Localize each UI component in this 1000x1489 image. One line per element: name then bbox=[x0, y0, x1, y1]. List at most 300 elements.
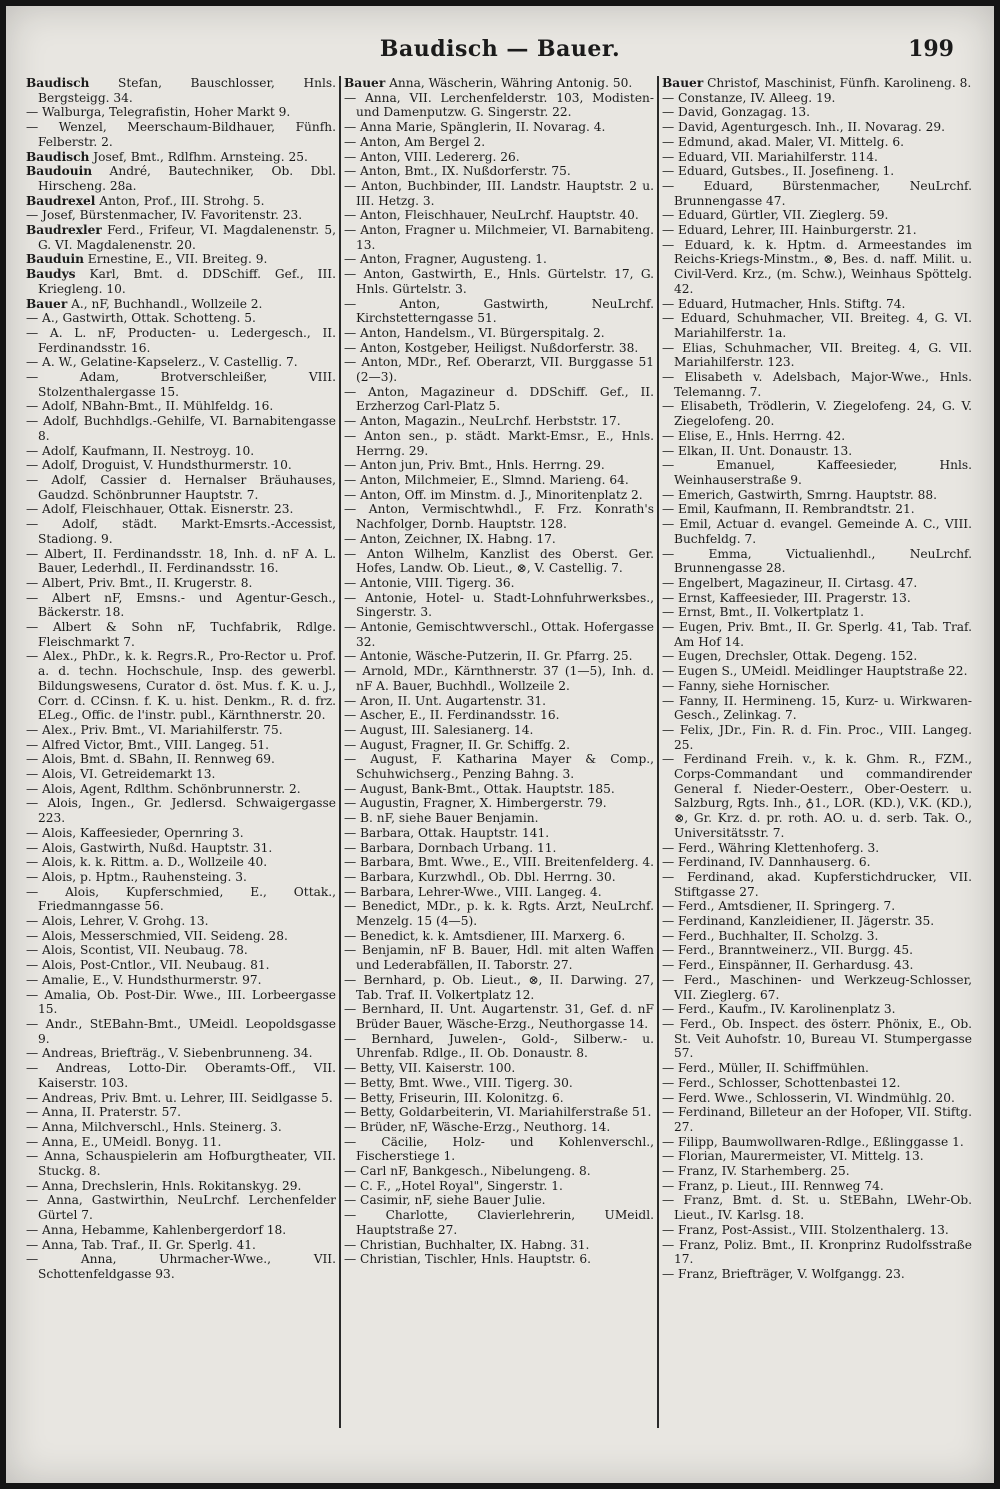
directory-entry bbox=[662, 164, 972, 179]
directory-entry bbox=[662, 605, 972, 620]
directory-entry bbox=[26, 1135, 336, 1150]
entry-text: — Ernst, Bmt., II. Volkertplatz 1. bbox=[662, 605, 864, 620]
entry-text: — Elisabeth, Trödlerin, V. Ziegelofeng. 24, G. V. Ziegelofeng. 20. bbox=[662, 399, 972, 429]
directory-entry bbox=[662, 517, 972, 546]
directory-entry bbox=[26, 547, 336, 576]
entry-text: — Anton, Milchmeier, E., Slmnd. Marieng. 64. bbox=[344, 472, 629, 487]
directory-entry bbox=[26, 929, 336, 944]
entry-text: — Ferdinand, akad. Kupferstichdrucker, VII. Stiftgasse 27. bbox=[662, 869, 972, 899]
directory-entry bbox=[344, 1179, 654, 1194]
surname-heading: Baudisch bbox=[26, 76, 90, 90]
entry-text: — Ascher, E., II. Ferdinandsstr. 16. bbox=[344, 708, 560, 723]
directory-entry bbox=[344, 870, 654, 885]
directory-entry bbox=[26, 1061, 336, 1090]
entry-text: — Charlotte, Clavierlehrerin, UMeidl. Hauptstraße 27. bbox=[344, 1208, 654, 1237]
entry-text: — Andreas, Priv. Bmt. u. Lehrer, III. Seidlgasse 5. bbox=[26, 1090, 333, 1105]
directory-entry bbox=[26, 1193, 336, 1222]
entry-text: — Antonie, VIII. Tigerg. 36. bbox=[344, 575, 515, 590]
directory-entry bbox=[26, 223, 336, 252]
surname-heading: Bauer bbox=[26, 296, 68, 311]
directory-entry bbox=[662, 1135, 972, 1150]
entry-text: — Eduard, Bürstenmacher, NeuLrchf. Brunnengasse 47. bbox=[662, 178, 972, 208]
entry-text: — Eduard, Gürtler, VII. Zieglerg. 59. bbox=[662, 208, 889, 223]
entry-text: — Anna, Uhrmacher-Wwe., VII. Schottenfeldgasse 93. bbox=[26, 1252, 336, 1281]
directory-entry bbox=[344, 135, 654, 150]
directory-entry bbox=[344, 576, 654, 591]
directory-entry bbox=[662, 1238, 972, 1267]
entry-text: — Constanze, IV. Alleeg. 19. bbox=[662, 90, 836, 105]
column-divider bbox=[657, 76, 659, 1428]
directory-entry bbox=[662, 1002, 972, 1017]
entry-text: — David, Gonzagag. 13. bbox=[662, 105, 811, 120]
entry-text: — Felix, JDr., Fin. R. d. Fin. Proc., VIII. Langeg. 25. bbox=[662, 722, 972, 752]
directory-entry bbox=[26, 76, 336, 105]
entry-text: — Benedict, MDr., p. k. k. Rgts. Arzt, NeuLrchf. Menzelg. 15 (4—5). bbox=[344, 899, 654, 929]
directory-entry bbox=[662, 91, 972, 106]
directory-entry bbox=[662, 120, 972, 135]
entry-text: — A., Gastwirth, Ottak. Schotteng. 5. bbox=[26, 311, 256, 326]
entry-text: — Eugen S., UMeidl. Meidlinger Hauptstraße 22. bbox=[662, 664, 968, 679]
directory-entry bbox=[662, 1149, 972, 1164]
directory-entry bbox=[344, 76, 654, 91]
entry-text: — Amalia, Ob. Post-Dir. Wwe., III. Lorbeergasse 15. bbox=[26, 987, 336, 1017]
entry-text: — Franz, p. Lieut., III. Rennweg 74. bbox=[662, 1178, 884, 1193]
entry-text: — Elkan, II. Unt. Donaustr. 13. bbox=[662, 443, 853, 458]
directory-entry bbox=[344, 1252, 654, 1267]
entry-text: — Andreas, Briefträg., V. Siebenbrunneng. 34. bbox=[26, 1046, 313, 1061]
entry-text: — Emma, Victualienhdl., NeuLrchf. Brunnengasse 28. bbox=[662, 546, 972, 576]
directory-entry bbox=[344, 752, 654, 781]
directory-entry bbox=[344, 1032, 654, 1061]
entry-text: — Benjamin, nF B. Bauer, Hdl. mit alten Waffen und Lederabfällen, II. Taborstr. 27. bbox=[344, 943, 654, 973]
entry-text: — Betty, VII. Kaiserstr. 100. bbox=[344, 1061, 516, 1076]
surname-heading: Baudisch bbox=[26, 149, 90, 164]
directory-entry bbox=[662, 1017, 972, 1061]
directory-entry bbox=[662, 679, 972, 694]
directory-entry bbox=[344, 1135, 654, 1164]
entry-text: — Eduard, Schuhmacher, VII. Breiteg. 4, G. VI. Mariahilferstr. 1a. bbox=[662, 311, 972, 340]
entry-text: — Ferd., Maschinen- und Werkzeug-Schlosser, VII. Zieglerg. 67. bbox=[662, 972, 972, 1002]
directory-entry bbox=[662, 311, 972, 340]
entry-text: — Alois, Post-Cntlor., VII. Neubaug. 81. bbox=[26, 958, 270, 973]
entry-text: — Franz, Poliz. Bmt., II. Kronprinz Rudolfsstraße 17. bbox=[662, 1237, 972, 1267]
directory-entry bbox=[344, 1193, 654, 1208]
surname-heading: Bauer bbox=[662, 76, 704, 90]
entry-text: — Anton, Magazineur d. DDSchiff. Gef., II. Erzherzog Carl-Platz 5. bbox=[344, 384, 654, 414]
directory-entry bbox=[344, 826, 654, 841]
directory-entry bbox=[662, 752, 972, 840]
directory-entry bbox=[26, 208, 336, 223]
entry-text: — Ferd., Währing Klettenhoferg. 3. bbox=[662, 840, 880, 855]
entry-columns bbox=[26, 76, 974, 1436]
directory-entry bbox=[344, 1164, 654, 1179]
entry-text: — Christian, Tischler, Hnls. Hauptstr. 6. bbox=[344, 1252, 592, 1267]
directory-entry bbox=[26, 105, 336, 120]
column-divider bbox=[339, 76, 341, 1428]
entry-text: — Ferdinand Freih. v., k. k. Ghm. R., FZM., Corps-Commandant und commandirender General f. Nieder-Oesterr., Ober-Oesterr. u. Salzburg, Rgts. Inh., ♁1., LOR. (KD.), V.K. (KD.), ⊗, Gr. Krz. d. pr. roth. AO. u. d. serb. Tak. O., Universitätsstr. 7. bbox=[662, 752, 972, 840]
directory-entry bbox=[26, 1223, 336, 1238]
entry-text: — Albert nF, Emsns.- und Agentur-Gesch., Bäckerstr. 18. bbox=[26, 590, 336, 620]
entry-text: — Adolf, städt. Markt-Emsrts.-Accessist, Stadiong. 9. bbox=[26, 517, 336, 546]
directory-entry bbox=[344, 164, 654, 179]
entry-text: — Alois, Bmt. d. SBahn, II. Rennweg 69. bbox=[26, 752, 275, 767]
directory-entry bbox=[26, 355, 336, 370]
directory-entry bbox=[662, 973, 972, 1002]
entry-text: — Antonie, Wäsche-Putzerin, II. Gr. Pfarrg. 25. bbox=[344, 649, 633, 664]
entry-text: — Anton, VIII. Ledererg. 26. bbox=[344, 149, 520, 164]
directory-entry bbox=[344, 723, 654, 738]
entry-text: — Christian, Buchhalter, IX. Habng. 31. bbox=[344, 1237, 590, 1252]
entry-text: — Josef, Bürstenmacher, IV. Favoritenstr. 23. bbox=[26, 208, 303, 223]
directory-entry bbox=[26, 870, 336, 885]
entry-text: — Anton, Vermischtwhdl., F. Frz. Konrath's Nachfolger, Dornb. Hauptstr. 128. bbox=[344, 502, 654, 532]
directory-entry bbox=[662, 943, 972, 958]
entry-text: — Augustin, Fragner, X. Himbergerstr. 79. bbox=[344, 796, 607, 811]
entry-text: — Andr., StEBahn-Bmt., UMeidl. Leopoldsgasse 9. bbox=[26, 1017, 336, 1046]
entry-text: — Albert, II. Ferdinandsstr. 18, Inh. d. nF A. L. Bauer, Lederhdl., II. Ferdinandsstr. 16. bbox=[26, 546, 336, 576]
entry-text: — Betty, Goldarbeiterin, VI. Mariahilferstraße 51. bbox=[344, 1105, 652, 1120]
entry-text: — Franz, Briefträger, V. Wolfgangg. 23. bbox=[662, 1266, 905, 1281]
directory-entry bbox=[662, 929, 972, 944]
directory-entry bbox=[344, 1208, 654, 1237]
directory-entry bbox=[26, 885, 336, 914]
entry-text: — August, Bank-Bmt., Ottak. Hauptstr. 185. bbox=[344, 781, 615, 796]
entry-text: — Ferd., Ob. Inspect. des österr. Phönix, E., Ob. St. Veit Auhofstr. 10, Bureau VI. Stumpergasse 57. bbox=[662, 1017, 972, 1061]
directory-entry bbox=[344, 267, 654, 296]
entry-text: — Anna, Drechslerin, Hnls. Rokitanskyg. 29. bbox=[26, 1178, 302, 1193]
entry-text: — Alex., Priv. Bmt., VI. Mariahilferstr. 75. bbox=[26, 722, 283, 737]
entry-text: — Adolf, Buchhdlgs.-Gehilfe, VI. Barnabitengasse 8. bbox=[26, 414, 336, 443]
page-number: 199 bbox=[908, 36, 954, 62]
entry-text: — Alois, Agent, Rdlthm. Schönbrunnerstr. 2. bbox=[26, 781, 301, 796]
directory-entry bbox=[344, 488, 654, 503]
directory-entry bbox=[26, 164, 336, 193]
directory-entry bbox=[26, 297, 336, 312]
entry-text: — Brüder, nF, Wäsche-Erzg., Neuthorg. 14. bbox=[344, 1119, 611, 1134]
directory-entry bbox=[662, 591, 972, 606]
entry-text: — Anton sen., p. städt. Markt-Emsr., E., Hnls. Herrng. 29. bbox=[344, 428, 654, 458]
directory-entry bbox=[344, 694, 654, 709]
directory-entry bbox=[26, 796, 336, 825]
directory-entry bbox=[662, 399, 972, 428]
directory-entry bbox=[344, 1120, 654, 1135]
directory-entry bbox=[344, 591, 654, 620]
directory-entry bbox=[26, 502, 336, 517]
directory-entry bbox=[26, 752, 336, 767]
entry-text: — Adolf, Fleischhauer, Ottak. Eisnerstr. 23. bbox=[26, 502, 294, 517]
entry-text: — Anton, MDr., Ref. Oberarzt, VII. Burggasse 51 (2—3). bbox=[344, 355, 654, 385]
entry-text: — Barbara, Ottak. Hauptstr. 141. bbox=[344, 825, 550, 840]
directory-entry bbox=[26, 1017, 336, 1046]
entry-text: — Amalie, E., V. Hundsthurmerstr. 97. bbox=[26, 972, 262, 987]
directory-entry bbox=[26, 414, 336, 443]
directory-entry bbox=[344, 708, 654, 723]
directory-entry bbox=[26, 782, 336, 797]
directory-entry bbox=[662, 208, 972, 223]
directory-entry bbox=[662, 958, 972, 973]
entry-text: — August, III. Salesianerg. 14. bbox=[344, 722, 534, 737]
directory-entry bbox=[662, 150, 972, 165]
directory-entry bbox=[662, 1091, 972, 1106]
entry-text: Karl, Bmt. d. DDSchiff. Gef., III. Kriegleng. 10. bbox=[38, 267, 336, 296]
entry-text: — Franz, Post-Assist., VIII. Stolzenthalerg. 13. bbox=[662, 1222, 949, 1237]
entry-text: — Elisabeth v. Adelsbach, Major-Wwe., Hnls. Telemanng. 7. bbox=[662, 370, 972, 399]
directory-entry bbox=[662, 502, 972, 517]
entry-text: — Alois, Kaffeesieder, Opernring 3. bbox=[26, 825, 244, 840]
entry-text: — Anton, Am Bergel 2. bbox=[344, 134, 486, 149]
directory-entry bbox=[26, 1091, 336, 1106]
entry-text: — Ferd., Müller, II. Schiffmühlen. bbox=[662, 1061, 869, 1076]
directory-entry bbox=[26, 767, 336, 782]
entry-text: — Bernhard, Juwelen-, Gold-, Silberw.- u. Uhrenfab. Rdlge., II. Ob. Donaustr. 8. bbox=[344, 1031, 654, 1061]
directory-entry bbox=[344, 458, 654, 473]
entry-text: — Adolf, Cassier d. Hernalser Bräuhauses, Gaudzd. Schönbrunner Hauptstr. 7. bbox=[26, 472, 336, 502]
entry-text: — Barbara, Kurzwhdl., Ob. Dbl. Herrng. 30. bbox=[344, 869, 616, 884]
entry-text: — A. W., Gelatine-Kapselerz., V. Castellig. 7. bbox=[26, 355, 298, 370]
directory-entry bbox=[26, 1120, 336, 1135]
entry-text: — B. nF, siehe Bauer Benjamin. bbox=[344, 811, 539, 826]
entry-text: — Alois, VI. Getreidemarkt 13. bbox=[26, 767, 216, 782]
entry-text: — Eduard, Lehrer, III. Hainburgerstr. 21. bbox=[662, 223, 917, 238]
directory-entry bbox=[662, 855, 972, 870]
entry-text: — Alois, Scontist, VII. Neubaug. 78. bbox=[26, 943, 248, 958]
directory-entry bbox=[26, 855, 336, 870]
entry-text: — Florian, Maurermeister, VI. Mittelg. 13. bbox=[662, 1149, 924, 1164]
entry-text: — Elias, Schuhmacher, VII. Breiteg. 4, G. VII. Mariahilferstr. 123. bbox=[662, 340, 972, 370]
entry-text: — Cäcilie, Holz- und Kohlenverschl., Fischerstiege 1. bbox=[344, 1134, 654, 1164]
directory-entry bbox=[344, 502, 654, 531]
directory-entry bbox=[26, 444, 336, 459]
directory-entry bbox=[26, 591, 336, 620]
entry-text: — Alfred Victor, Bmt., VIII. Langeg. 51. bbox=[26, 737, 269, 752]
directory-entry bbox=[662, 1179, 972, 1194]
entry-text: — Alex., PhDr., k. k. Regrs.R., Pro-Rector u. Prof. a. d. techn. Hochschule, Insp. des gewerbl. Bildungswesens, Curator d. öst. Mus. f. K. u. J., Corr. d. CCinsn. f. K. u. hist. Denkm., R. d. frz. ELeg., Offic. de l'instr. publ., Kärnthnerstr. 20. bbox=[26, 649, 336, 723]
directory-entry bbox=[26, 311, 336, 326]
entry-text: — Emil, Actuar d. evangel. Gemeinde A. C., VIII. Buchfeldg. 7. bbox=[662, 517, 972, 546]
directory-entry bbox=[344, 91, 654, 120]
directory-entry bbox=[344, 1076, 654, 1091]
directory-entry bbox=[344, 1091, 654, 1106]
entry-text: — Eduard, k. k. Hptm. d. Armeestandes im Reichs-Kriegs-Minstm., ⊗, Bes. d. naff. Milit. u. Civil-Verd. Krz., (m. Schw.), Weinhaus Spöttelg. 42. bbox=[662, 237, 972, 296]
surname-heading: Bauduin bbox=[26, 252, 84, 267]
directory-entry bbox=[662, 135, 972, 150]
entry-text: — Eduard, Hutmacher, Hnls. Stiftg. 74. bbox=[662, 296, 906, 311]
entry-text: — Ernst, Kaffeesieder, III. Pragerstr. 13. bbox=[662, 590, 911, 605]
directory-entry bbox=[26, 326, 336, 355]
directory-entry bbox=[344, 473, 654, 488]
entry-text: Anton, Prof., III. Strohg. 5. bbox=[95, 193, 265, 208]
directory-entry bbox=[26, 943, 336, 958]
directory-entry bbox=[662, 458, 972, 487]
directory-entry bbox=[662, 870, 972, 899]
entry-text: — Alois, Lehrer, V. Grohg. 13. bbox=[26, 914, 209, 929]
entry-text: — Anna, Schauspielerin am Hofburgtheater, VII. Stuckg. 8. bbox=[26, 1149, 336, 1179]
directory-entry bbox=[662, 488, 972, 503]
directory-entry bbox=[662, 841, 972, 856]
directory-entry bbox=[26, 120, 336, 149]
entry-text: — Anna, Hebamme, Kahlenbergerdorf 18. bbox=[26, 1222, 287, 1237]
entry-text: — Eduard, VII. Mariahilferstr. 114. bbox=[662, 149, 878, 164]
entry-text: — Anton, Gastwirth, E., Hnls. Gürtelstr. 17, G. Hnls. Gürtelstr. 3. bbox=[344, 267, 654, 296]
column-left bbox=[26, 76, 336, 1428]
entry-text: — Aron, II. Unt. Augartenstr. 31. bbox=[344, 693, 547, 708]
entry-text: — Arnold, MDr., Kärnthnerstr. 37 (1—5), Inh. d. nF A. Bauer, Buchhdl., Wollzeile 2. bbox=[344, 664, 654, 693]
directory-entry bbox=[344, 649, 654, 664]
entry-text: A., nF, Buchhandl., Wollzeile 2. bbox=[67, 296, 263, 311]
entry-text: — Bernhard, II. Unt. Augartenstr. 31, Gef. d. nF Brüder Bauer, Wäsche-Erzg., Neuthorgasse 14. bbox=[344, 1002, 654, 1031]
entry-text: — Anna, VII. Lerchenfelderstr. 103, Modisten- und Damenputzw. G. Singerstr. 22. bbox=[344, 90, 654, 120]
directory-entry bbox=[662, 694, 972, 723]
entry-text: — Alois, Messerschmied, VII. Seideng. 28. bbox=[26, 928, 288, 943]
entry-text: — Casimir, nF, siehe Bauer Julie. bbox=[344, 1193, 546, 1208]
directory-entry bbox=[344, 1105, 654, 1120]
directory-entry bbox=[26, 1252, 336, 1281]
directory-entry bbox=[344, 1061, 654, 1076]
entry-text: — Barbara, Dornbach Urbang. 11. bbox=[344, 840, 557, 855]
entry-text: — Anna, Milchverschl., Hnls. Steinerg. 3. bbox=[26, 1119, 282, 1134]
directory-entry bbox=[26, 399, 336, 414]
entry-text: — Anton, Bmt., IX. Nußdorferstr. 75. bbox=[344, 164, 571, 179]
directory-entry bbox=[662, 620, 972, 649]
directory-entry bbox=[26, 826, 336, 841]
entry-text: — Emerich, Gastwirth, Smrng. Hauptstr. 88. bbox=[662, 487, 938, 502]
directory-page bbox=[6, 6, 994, 1483]
directory-entry bbox=[344, 885, 654, 900]
entry-text: — Franz, IV. Starhemberg. 25. bbox=[662, 1164, 850, 1179]
entry-text: — Walburga, Telegrafistin, Hoher Markt 9. bbox=[26, 105, 291, 120]
entry-text: — Anna, Tab. Traf., II. Gr. Sperlg. 41. bbox=[26, 1237, 256, 1252]
entry-text: — Albert & Sohn nF, Tuchfabrik, Rdlge. Fleischmarkt 7. bbox=[26, 620, 336, 649]
directory-entry bbox=[26, 517, 336, 546]
entry-text: — Anna, II. Praterstr. 57. bbox=[26, 1105, 181, 1120]
entry-text: — Anton, Handelsm., VI. Bürgerspitalg. 2. bbox=[344, 325, 605, 340]
directory-entry bbox=[662, 576, 972, 591]
directory-entry bbox=[662, 547, 972, 576]
directory-entry bbox=[26, 1046, 336, 1061]
entry-text: — Antonie, Gemischtwverschl., Ottak. Hofergasse 32. bbox=[344, 620, 654, 649]
directory-entry bbox=[26, 1105, 336, 1120]
directory-entry bbox=[26, 267, 336, 296]
entry-text: Ernestine, E., VII. Breiteg. 9. bbox=[83, 252, 268, 267]
entry-text: — Antonie, Hotel- u. Stadt-Lohnfuhrwerksbes., Singerstr. 3. bbox=[344, 590, 654, 620]
entry-text: — Anton, Buchbinder, III. Landstr. Hauptstr. 2 u. III. Hetzg. 3. bbox=[344, 178, 654, 208]
entry-text: — Adolf, NBahn-Bmt., II. Mühlfeldg. 16. bbox=[26, 399, 274, 414]
directory-entry bbox=[26, 649, 336, 723]
directory-entry bbox=[26, 841, 336, 856]
directory-entry bbox=[344, 179, 654, 208]
entry-text: — Anton, Fragner u. Milchmeier, VI. Barnabiteng. 13. bbox=[344, 223, 654, 252]
entry-text: Ferd., Frifeur, VI. Magdalenenstr. 5, G. VI. Magdalenenstr. 20. bbox=[38, 223, 336, 252]
directory-entry bbox=[344, 796, 654, 811]
entry-text: — Andreas, Lotto-Dir. Oberamts-Off., VII. Kaiserstr. 103. bbox=[26, 1061, 336, 1090]
directory-entry bbox=[26, 973, 336, 988]
directory-entry bbox=[26, 1179, 336, 1194]
entry-text: — Franz, Bmt. d. St. u. StEBahn, LWehr-Ob. Lieut., IV. Karlsg. 18. bbox=[662, 1193, 972, 1223]
running-head: Baudisch — Bauer. bbox=[379, 36, 621, 62]
directory-entry bbox=[26, 473, 336, 502]
entry-text: — Anna, E., UMeidl. Bonyg. 11. bbox=[26, 1134, 222, 1149]
directory-entry bbox=[26, 252, 336, 267]
entry-text: — Alois, Kupferschmied, E., Ottak., Friedmanngasse 56. bbox=[26, 884, 336, 914]
directory-entry bbox=[344, 547, 654, 576]
directory-entry bbox=[662, 179, 972, 208]
entry-text: — A. L. nF, Producten- u. Ledergesch., II. Ferdinandsstr. 16. bbox=[26, 325, 336, 355]
directory-entry bbox=[26, 458, 336, 473]
directory-entry bbox=[662, 664, 972, 679]
entry-text: — Barbara, Bmt. Wwe., E., VIII. Breitenfelderg. 4. bbox=[344, 855, 654, 870]
directory-entry bbox=[662, 223, 972, 238]
directory-entry bbox=[662, 1267, 972, 1282]
entry-text: — Carl nF, Bankgesch., Nibelungeng. 8. bbox=[344, 1164, 591, 1179]
directory-entry bbox=[344, 355, 654, 384]
entry-text: — Emanuel, Kaffeesieder, Hnls. Weinhauserstraße 9. bbox=[662, 458, 972, 487]
entry-text: — Anton Wilhelm, Kanzlist des Oberst. Ger. Hofes, Landw. Ob. Lieut., ⊗, V. Castellig. 7. bbox=[344, 546, 654, 576]
directory-entry bbox=[344, 223, 654, 252]
directory-entry bbox=[662, 723, 972, 752]
directory-entry bbox=[26, 576, 336, 591]
entry-text: — Ferdinand, Billeteur an der Hofoper, VII. Stiftg. 27. bbox=[662, 1105, 972, 1134]
directory-entry bbox=[344, 841, 654, 856]
directory-entry bbox=[344, 1002, 654, 1031]
entry-text: — Anton, Fragner, Augusteng. 1. bbox=[344, 252, 547, 267]
directory-entry bbox=[662, 429, 972, 444]
directory-entry bbox=[662, 444, 972, 459]
entry-text: — Elise, E., Hnls. Herrng. 42. bbox=[662, 428, 846, 443]
directory-entry bbox=[662, 238, 972, 297]
directory-entry bbox=[26, 958, 336, 973]
entry-text: — Fanny, siehe Hornischer. bbox=[662, 678, 831, 693]
directory-entry bbox=[344, 811, 654, 826]
directory-entry bbox=[344, 973, 654, 1002]
directory-entry bbox=[662, 1193, 972, 1222]
directory-entry bbox=[344, 929, 654, 944]
entry-text: — Albert, Priv. Bmt., II. Krugerstr. 8. bbox=[26, 575, 253, 590]
directory-entry bbox=[662, 649, 972, 664]
entry-text: — Eduard, Gutsbes., II. Josefineng. 1. bbox=[662, 164, 895, 179]
directory-entry bbox=[26, 150, 336, 165]
directory-entry bbox=[344, 943, 654, 972]
entry-text: — August, F. Katharina Mayer & Comp., Schuhwichserg., Penzing Bahng. 3. bbox=[344, 752, 654, 782]
entry-text: — Adolf, Droguist, V. Hundsthurmerstr. 10. bbox=[26, 458, 292, 473]
directory-entry bbox=[662, 297, 972, 312]
directory-entry bbox=[344, 899, 654, 928]
entry-text: — Benedict, k. k. Amtsdiener, III. Marxerg. 6. bbox=[344, 928, 626, 943]
directory-entry bbox=[662, 1105, 972, 1134]
directory-entry bbox=[662, 341, 972, 370]
entry-text: — Fanny, II. Hermineng. 15, Kurz- u. Wirkwaren-Gesch., Zelinkag. 7. bbox=[662, 693, 972, 723]
directory-entry bbox=[344, 341, 654, 356]
directory-entry bbox=[344, 532, 654, 547]
entry-text: — Ferd. Wwe., Schlosserin, VI. Windmühlg. 20. bbox=[662, 1090, 955, 1105]
entry-text: Christof, Maschinist, Fünfh. Karolineng. 8. bbox=[703, 76, 972, 90]
entry-text: — Emil, Kaufmann, II. Rembrandtstr. 21. bbox=[662, 502, 915, 517]
directory-entry bbox=[344, 855, 654, 870]
directory-entry bbox=[26, 1149, 336, 1178]
entry-text: Stefan, Bauschlosser, Hnls. Bergsteigg. 34. bbox=[38, 76, 336, 105]
directory-entry bbox=[26, 738, 336, 753]
column-middle bbox=[344, 76, 654, 1428]
entry-text: — Adolf, Kaufmann, II. Nestroyg. 10. bbox=[26, 443, 255, 458]
entry-text: — Ferd., Amtsdiener, II. Springerg. 7. bbox=[662, 899, 896, 914]
directory-entry bbox=[344, 620, 654, 649]
directory-entry bbox=[26, 194, 336, 209]
entry-text: — Anton, Gastwirth, NeuLrchf. Kirchstetterngasse 51. bbox=[344, 296, 654, 326]
entry-text: — Anton, Magazin., NeuLrchf. Herbststr. 17. bbox=[344, 414, 621, 429]
entry-text: — Ferd., Schlosser, Schottenbastei 12. bbox=[662, 1075, 901, 1090]
entry-text: — August, Fragner, II. Gr. Schiffg. 2. bbox=[344, 737, 571, 752]
directory-entry bbox=[344, 664, 654, 693]
directory-entry bbox=[662, 370, 972, 399]
